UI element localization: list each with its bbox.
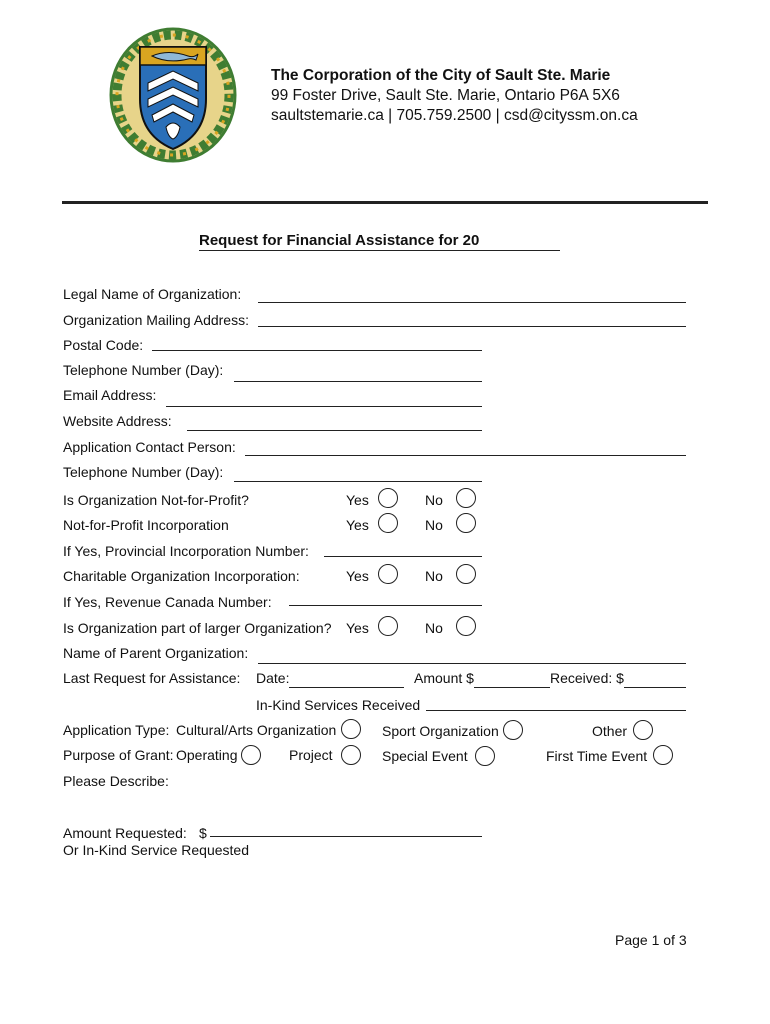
org-name: The Corporation of the City of Sault Ste. Marie bbox=[271, 67, 611, 84]
charitable-yes-label: Yes bbox=[346, 568, 369, 584]
larger-org-yes-radio[interactable] bbox=[378, 616, 398, 636]
nfp-inc-no-radio[interactable] bbox=[456, 513, 476, 533]
parent-org-label: Name of Parent Organization: bbox=[63, 645, 249, 661]
received-field[interactable] bbox=[624, 687, 686, 688]
legal-name-label: Legal Name of Organization: bbox=[63, 286, 242, 302]
telephone-day-2-field[interactable] bbox=[234, 481, 482, 482]
special-event-label: Special Event bbox=[382, 748, 468, 764]
telephone-day-2-label: Telephone Number (Day): bbox=[63, 464, 224, 480]
contact-person-label: Application Contact Person: bbox=[63, 439, 236, 455]
first-time-event-label: First Time Event bbox=[546, 748, 648, 764]
application-type-label: Application Type: bbox=[63, 722, 170, 738]
larger-org-yes-label: Yes bbox=[346, 620, 369, 636]
mailing-address-label: Organization Mailing Address: bbox=[63, 312, 249, 328]
larger-org-no-radio[interactable] bbox=[456, 616, 476, 636]
postal-code-label: Postal Code: bbox=[63, 337, 144, 353]
revenue-canada-label: If Yes, Revenue Canada Number: bbox=[63, 594, 272, 610]
project-label: Project bbox=[289, 747, 333, 763]
revenue-canada-field[interactable] bbox=[289, 605, 482, 606]
nfp-inc-no-label: No bbox=[425, 517, 443, 533]
postal-code-field[interactable] bbox=[152, 350, 482, 351]
contact-person-field[interactable] bbox=[245, 455, 686, 456]
date-label: Date: bbox=[256, 670, 290, 686]
mailing-address-field[interactable] bbox=[258, 326, 686, 327]
form-title: Request for Financial Assistance for 20 bbox=[199, 232, 480, 249]
other-radio[interactable] bbox=[633, 720, 653, 740]
not-for-profit-label: Is Organization Not-for-Profit? bbox=[63, 492, 249, 508]
parent-org-field[interactable] bbox=[258, 663, 686, 664]
website-label: Website Address: bbox=[63, 413, 172, 429]
last-request-label: Last Request for Assistance: bbox=[63, 670, 241, 686]
year-input-line[interactable] bbox=[199, 250, 560, 251]
cultural-arts-radio[interactable] bbox=[341, 719, 361, 739]
first-time-event-radio[interactable] bbox=[653, 745, 673, 765]
nfp-no-label: No bbox=[425, 492, 443, 508]
charitable-label: Charitable Organization Incorporation: bbox=[63, 568, 300, 584]
charitable-yes-radio[interactable] bbox=[378, 564, 398, 584]
in-kind-requested-label: Or In-Kind Service Requested bbox=[63, 842, 249, 858]
project-radio[interactable] bbox=[341, 745, 361, 765]
provincial-number-label: If Yes, Provincial Incorporation Number: bbox=[63, 543, 309, 559]
sport-org-label: Sport Organization bbox=[382, 723, 499, 739]
operating-radio[interactable] bbox=[241, 745, 261, 765]
received-label: Received: $ bbox=[550, 670, 624, 686]
telephone-day-field[interactable] bbox=[234, 381, 482, 382]
telephone-day-label: Telephone Number (Day): bbox=[63, 362, 224, 378]
nfp-incorporation-label: Not-for-Profit Incorporation bbox=[63, 517, 229, 533]
amount-requested-dollar: $ bbox=[199, 825, 207, 841]
website-field[interactable] bbox=[187, 430, 482, 431]
email-field[interactable] bbox=[166, 406, 482, 407]
operating-label: Operating bbox=[176, 747, 238, 763]
purpose-label: Purpose of Grant: bbox=[63, 747, 174, 763]
larger-org-no-label: No bbox=[425, 620, 443, 636]
page-number: Page 1 of 3 bbox=[615, 932, 687, 948]
legal-name-field[interactable] bbox=[258, 302, 686, 303]
nfp-no-radio[interactable] bbox=[456, 488, 476, 508]
other-label: Other bbox=[592, 723, 628, 739]
amount-label: Amount $ bbox=[414, 670, 474, 686]
email-label: Email Address: bbox=[63, 387, 157, 403]
in-kind-received-label: In-Kind Services Received bbox=[256, 697, 421, 713]
larger-org-label: Is Organization part of larger Organization? bbox=[63, 620, 332, 636]
charitable-no-label: No bbox=[425, 568, 443, 584]
charitable-no-radio[interactable] bbox=[456, 564, 476, 584]
date-field[interactable] bbox=[289, 687, 404, 688]
amount-requested-label: Amount Requested: bbox=[63, 825, 187, 841]
in-kind-received-field[interactable] bbox=[426, 710, 686, 711]
amount-requested-field[interactable] bbox=[210, 836, 482, 837]
org-contact: saultstemarie.ca | 705.759.2500 | csd@cityssm.on.ca bbox=[271, 107, 638, 124]
header-rule bbox=[62, 201, 708, 204]
org-address: 99 Foster Drive, Sault Ste. Marie, Ontario P6A 5X6 bbox=[271, 87, 620, 104]
provincial-number-field[interactable] bbox=[324, 556, 482, 557]
nfp-inc-yes-radio[interactable] bbox=[378, 513, 398, 533]
nfp-yes-label: Yes bbox=[346, 492, 369, 508]
cultural-arts-label: Cultural/Arts Organization bbox=[176, 722, 337, 738]
sport-org-radio[interactable] bbox=[503, 720, 523, 740]
nfp-inc-yes-label: Yes bbox=[346, 517, 369, 533]
amount-field[interactable] bbox=[474, 687, 550, 688]
special-event-radio[interactable] bbox=[475, 746, 495, 766]
please-describe-label: Please Describe: bbox=[63, 773, 169, 789]
nfp-yes-radio[interactable] bbox=[378, 488, 398, 508]
city-coat-of-arms-logo bbox=[108, 27, 238, 163]
